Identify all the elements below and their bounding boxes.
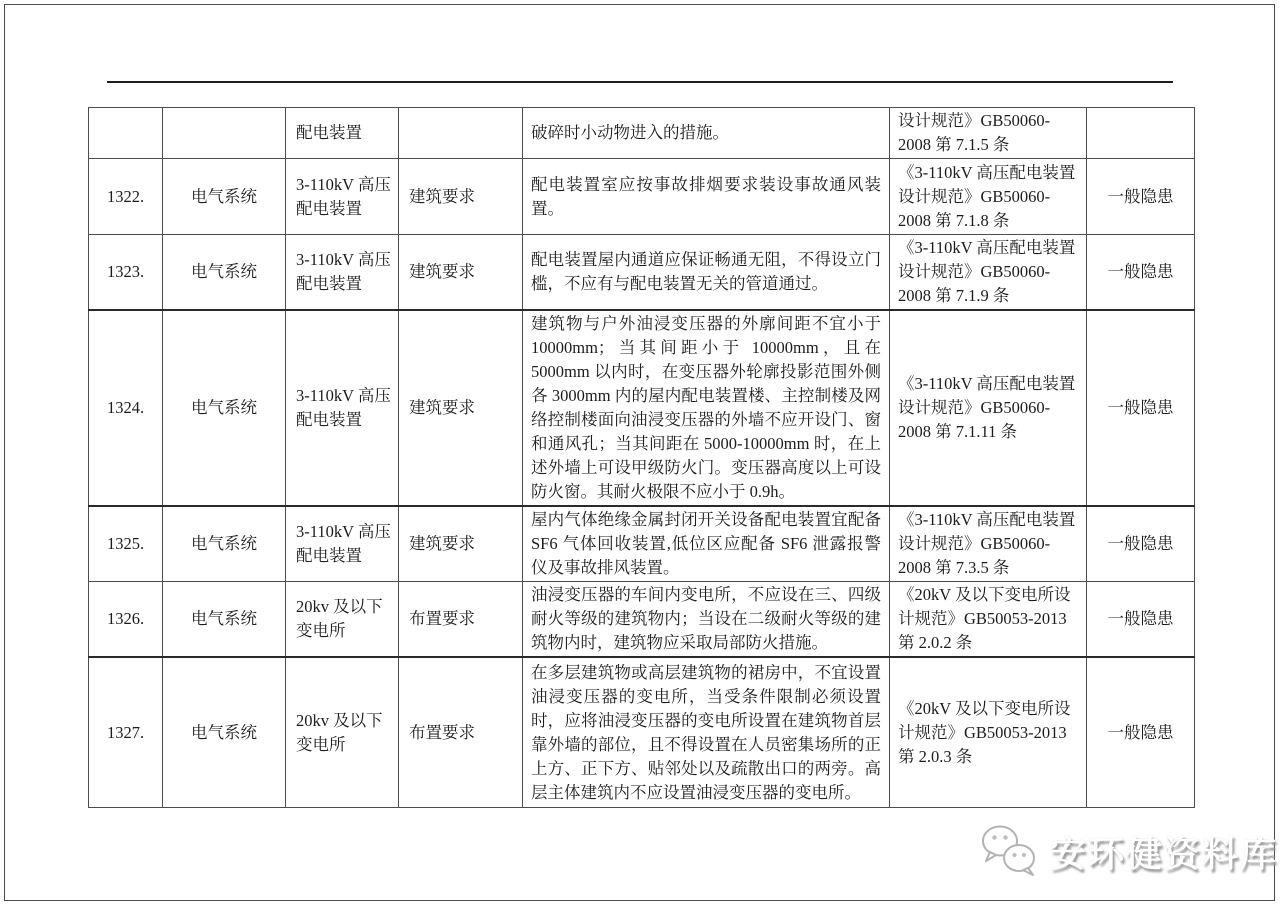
table-row — [89, 506, 1195, 582]
cell-system: 电气系统 — [163, 657, 286, 808]
table-row — [89, 582, 1195, 658]
table-row — [89, 159, 1195, 235]
cell-basis: 《20kV 及以下变电所设计规范》GB50053-2013 第 2.0.3 条 — [890, 657, 1087, 808]
cell-requirement-type: 建筑要求 — [399, 235, 523, 311]
cell-description: 建筑物与户外油浸变压器的外廓间距不宜小于 10000mm；当其间距小于 10000mm，且在 5000mm 以内时，在变压器外轮廓投影范围外侧各 3000mm 内的屋内配电装置楼、主控制楼及网络控制楼面向油浸变压器的外墙不应开设门、窗和通风孔；当其间距在 5000-10000mm 时，在上述外墙上可设甲级防火门。变压器高度以上可设防火窗。其耐火极限不应小于 0.9h。 — [523, 310, 890, 506]
hazard-checklist-table — [88, 107, 1195, 808]
cell-hazard-level — [1087, 108, 1195, 159]
cell-description: 配电装置屋内通道应保证畅通无阻，不得设立门槛，不应有与配电装置无关的管道通过。 — [523, 235, 890, 311]
cell-hazard-level: 一般隐患 — [1087, 657, 1195, 808]
cell-system: 电气系统 — [163, 310, 286, 506]
cell-equipment: 20kv 及以下变电所 — [286, 582, 399, 658]
table-row — [89, 108, 1195, 159]
cell-requirement-type — [399, 108, 523, 159]
cell-hazard-level: 一般隐患 — [1087, 310, 1195, 506]
cell-requirement-type: 建筑要求 — [399, 506, 523, 582]
cell-number: 1325. — [89, 506, 163, 582]
cell-number: 1322. — [89, 159, 163, 235]
cell-description: 破碎时小动物进入的措施。 — [523, 108, 890, 159]
cell-number: 1327. — [89, 657, 163, 808]
cell-requirement-type: 布置要求 — [399, 582, 523, 658]
table-row — [89, 657, 1195, 808]
table-row — [89, 235, 1195, 311]
cell-description: 在多层建筑物或高层建筑物的裙房中，不宜设置油浸变压器的变电所，当受条件限制必须设置时，应将油浸变压器的变电所设置在建筑物首层靠外墙的部位，且不得设置在人员密集场所的正上方、正下方、贴邻处以及疏散出口的两旁。高层主体建筑内不应设置油浸变压器的变电所。 — [523, 657, 890, 808]
cell-number — [89, 108, 163, 159]
watermark-label: 安环健资料库 — [1050, 832, 1279, 874]
cell-requirement-type: 建筑要求 — [399, 159, 523, 235]
cell-system: 电气系统 — [163, 159, 286, 235]
cell-number: 1324. — [89, 310, 163, 506]
cell-basis: 《3-110kV 高压配电装置设计规范》GB50060-2008 第 7.1.8 条 — [890, 159, 1087, 235]
wechat-icon — [978, 822, 1040, 880]
cell-hazard-level: 一般隐患 — [1087, 582, 1195, 658]
header-rule — [107, 81, 1173, 83]
cell-description: 油浸变压器的车间内变电所，不应设在三、四级耐火等级的建筑物内；当设在二级耐火等级的建筑物内时，建筑物应采取局部防火措施。 — [523, 582, 890, 658]
cell-equipment: 配电装置 — [286, 108, 399, 159]
cell-description: 配电装置室应按事故排烟要求装设事故通风装置。 — [523, 159, 890, 235]
cell-basis: 《20kV 及以下变电所设计规范》GB50053-2013 第 2.0.2 条 — [890, 582, 1087, 658]
cell-equipment: 20kv 及以下变电所 — [286, 657, 399, 808]
cell-number: 1323. — [89, 235, 163, 311]
cell-basis: 《3-110kV 高压配电装置设计规范》GB50060-2008 第 7.1.11 条 — [890, 310, 1087, 506]
cell-description: 屋内气体绝缘金属封闭开关设备配电装置宜配备 SF6 气体回收装置,低位区应配备 SF6 泄露报警仪及事故排风装置。 — [523, 506, 890, 582]
cell-hazard-level: 一般隐患 — [1087, 506, 1195, 582]
cell-basis: 《3-110kV 高压配电装置设计规范》GB50060-2008 第 7.1.9 条 — [890, 235, 1087, 311]
cell-equipment: 3-110kV 高压配电装置 — [286, 506, 399, 582]
cell-system: 电气系统 — [163, 506, 286, 582]
cell-equipment: 3-110kV 高压配电装置 — [286, 310, 399, 506]
cell-equipment: 3-110kV 高压配电装置 — [286, 235, 399, 311]
cell-hazard-level: 一般隐患 — [1087, 235, 1195, 311]
cell-requirement-type: 建筑要求 — [399, 310, 523, 506]
cell-system: 电气系统 — [163, 235, 286, 311]
cell-number: 1326. — [89, 582, 163, 658]
cell-basis: 设计规范》GB50060-2008 第 7.1.5 条 — [890, 108, 1087, 159]
cell-equipment: 3-110kV 高压配电装置 — [286, 159, 399, 235]
cell-system — [163, 108, 286, 159]
table-row — [89, 310, 1195, 506]
cell-requirement-type: 布置要求 — [399, 657, 523, 808]
cell-basis: 《3-110kV 高压配电装置设计规范》GB50060-2008 第 7.3.5 条 — [890, 506, 1087, 582]
watermark — [978, 822, 1278, 880]
cell-system: 电气系统 — [163, 582, 286, 658]
cell-hazard-level: 一般隐患 — [1087, 159, 1195, 235]
